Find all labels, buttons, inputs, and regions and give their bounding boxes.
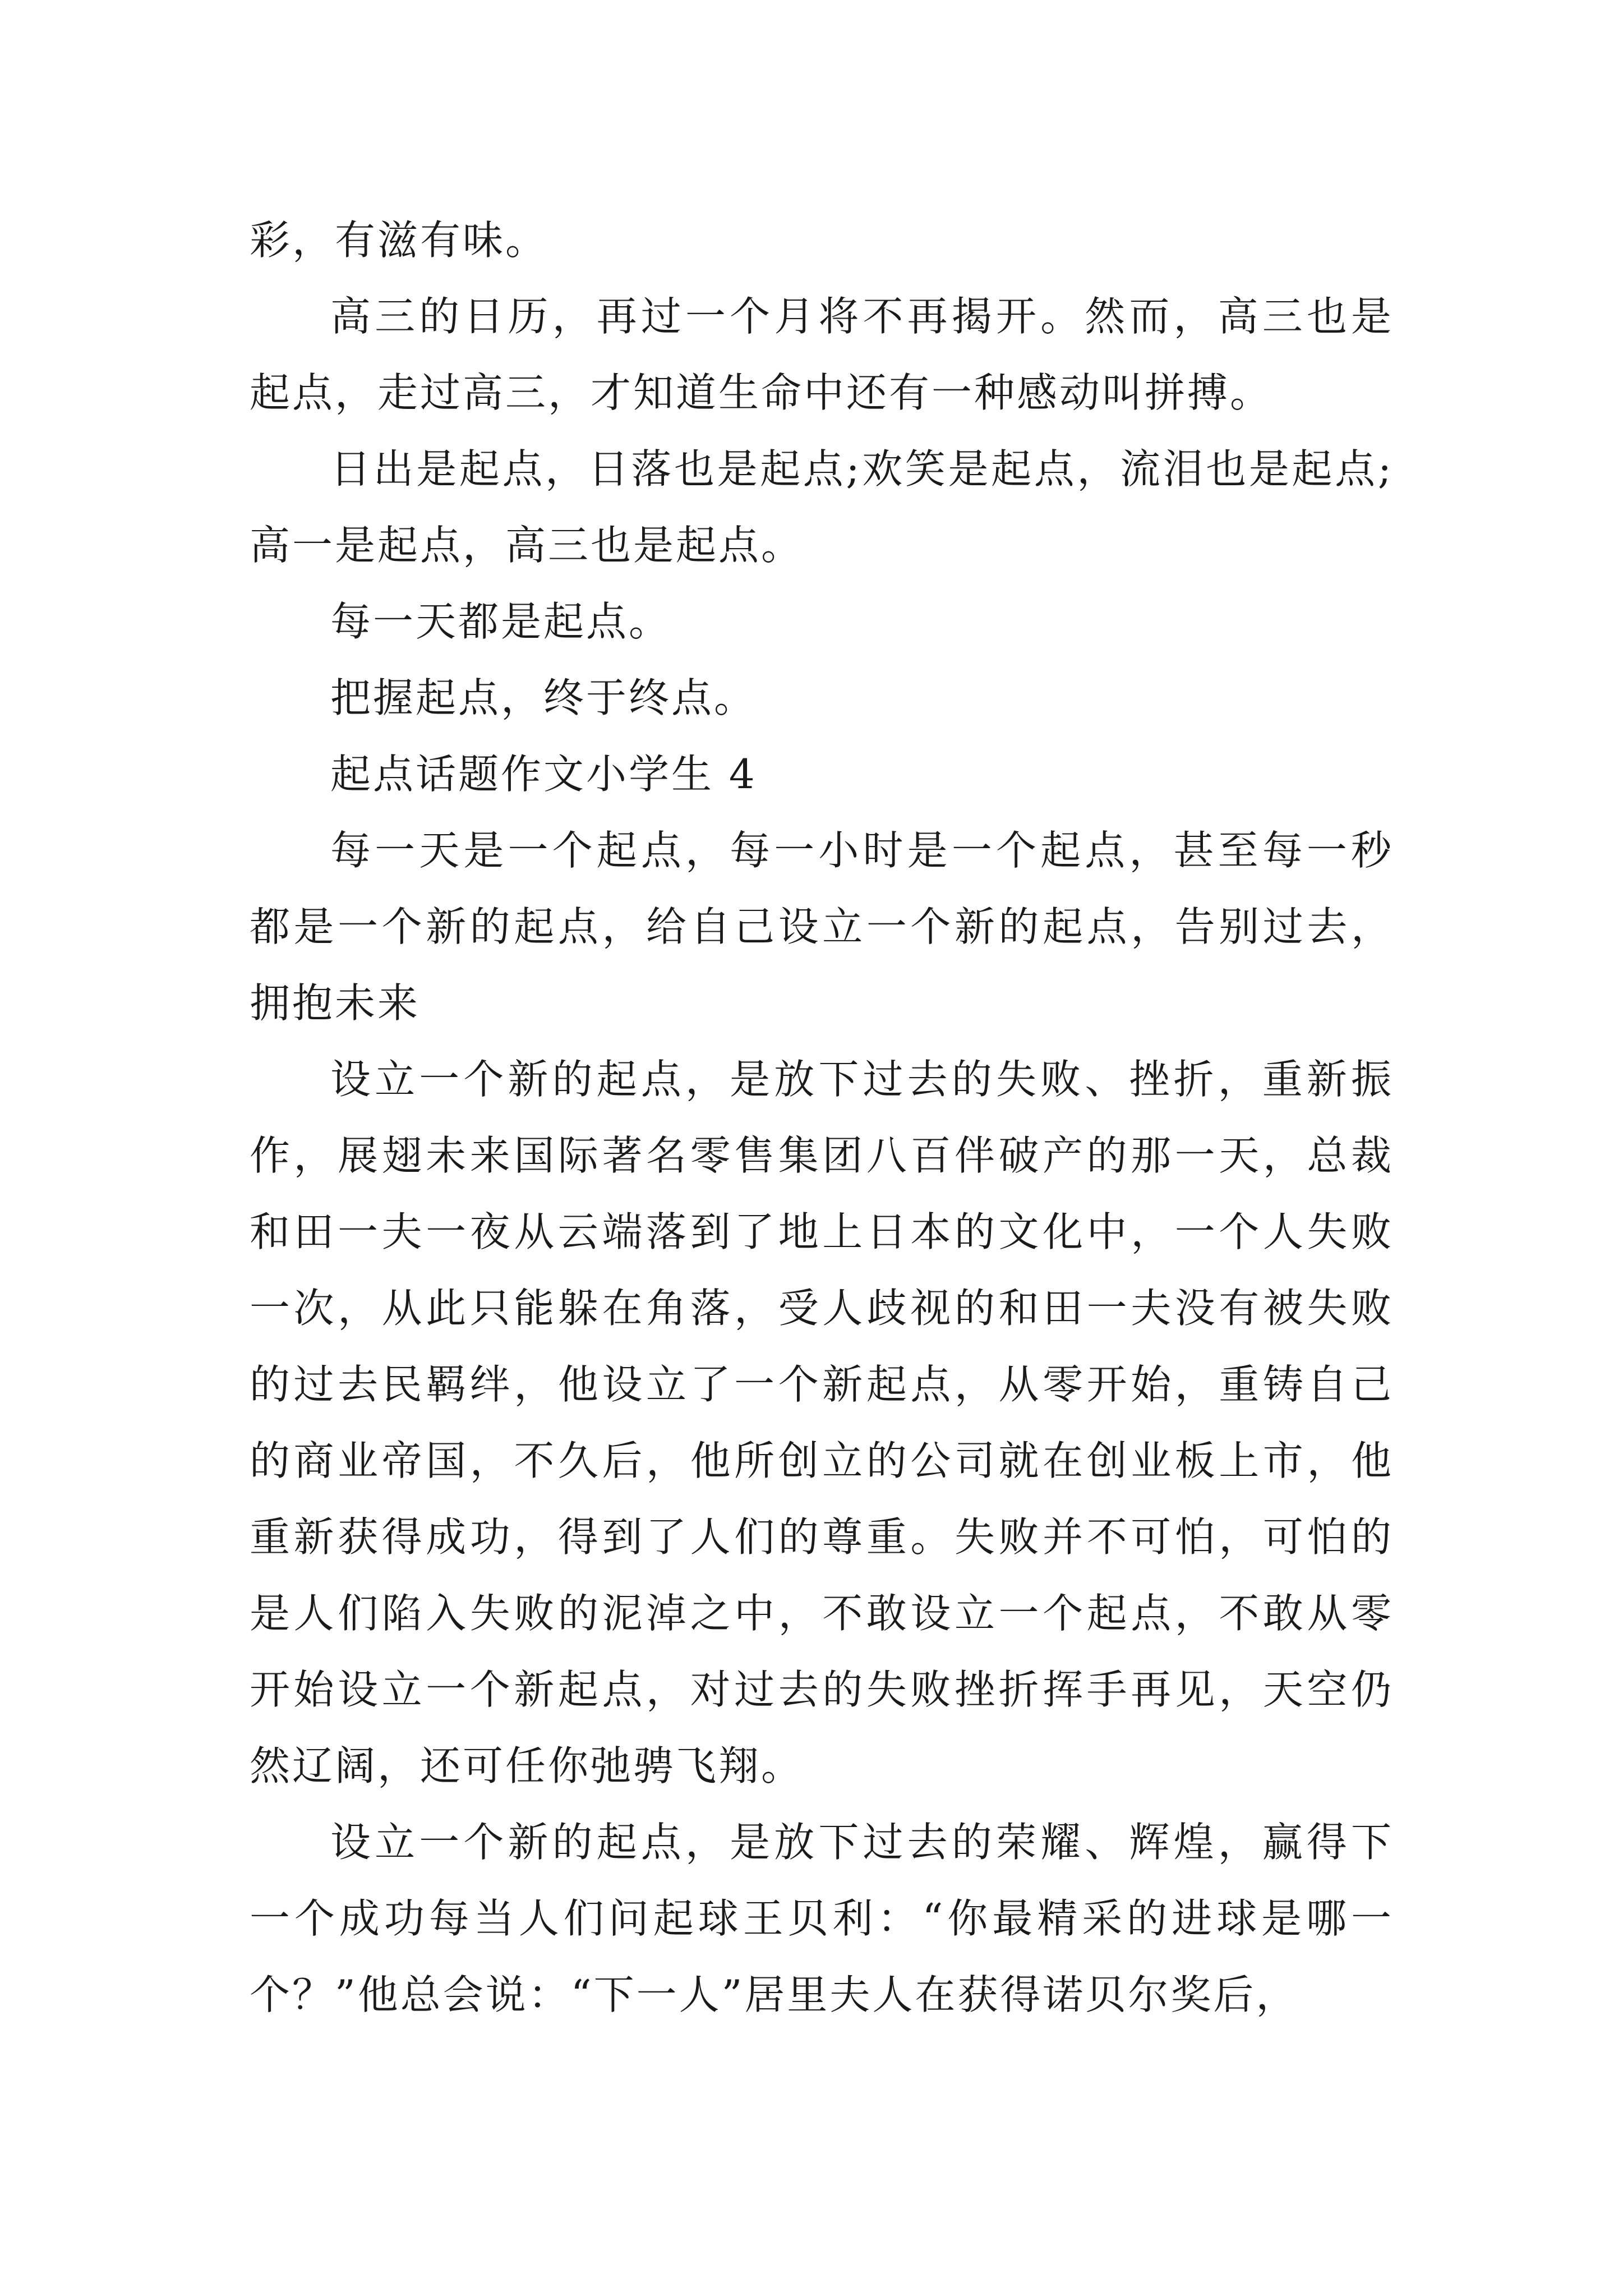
paragraph: 高三的日历，再过一个月将不再揭开。然而，高三也是起点，走过高三，才知道生命中还有一种感动叫拼搏。 (250, 293, 1394, 416)
paragraph: 每一天都是起点。 (330, 598, 672, 645)
paragraph: 设立一个新的起点，是放下过去的荣耀、辉煌，赢得下一个成功每当人们问起球王贝利：“你最精采的进球是哪一个？”他总会说：“下一人”居里夫人在获得诺贝尔奖后， (250, 1819, 1394, 2018)
document-body (250, 202, 1394, 2033)
paragraph: 每一天是一个起点，每一小时是一个起点，甚至每一秒都是一个新的起点，给自己设立一个新的起点，告别过去，拥抱未来 (250, 827, 1394, 1027)
paragraph: 日出是起点，日落也是起点;欢笑是起点，流泪也是起点;高一是起点，高三也是起点。 (250, 445, 1394, 569)
paragraph: 彩，有滋有味。 (250, 217, 548, 264)
paragraph: 设立一个新的起点，是放下过去的失败、挫折，重新振作，展翅未来国际著名零售集团八百伴破产的那一天，总裁和田一夫一夜从云端落到了地上日本的文化中，一个人失败一次，从此只能躲在角落，受人歧视的和田一夫没有被失败的过去民羁绊，他设立了一个新起点，从零开始，重铸自己的商业帝国，不久后，他所创立的公司就在创业板上市，他重新获得成功，得到了人们的尊重。失败并不可怕，可怕的是人们陷入失败的泥淖之中，不敢设立一个起点，不敢从零开始设立一个新起点，对过去的失败挫折挥手再见，天空仍然辽阔，还可任你弛骋飞翔。 (250, 1056, 1394, 1789)
section-heading: 起点话题作文小学生 4 (330, 751, 757, 798)
paragraph: 把握起点，终于终点。 (330, 674, 757, 721)
